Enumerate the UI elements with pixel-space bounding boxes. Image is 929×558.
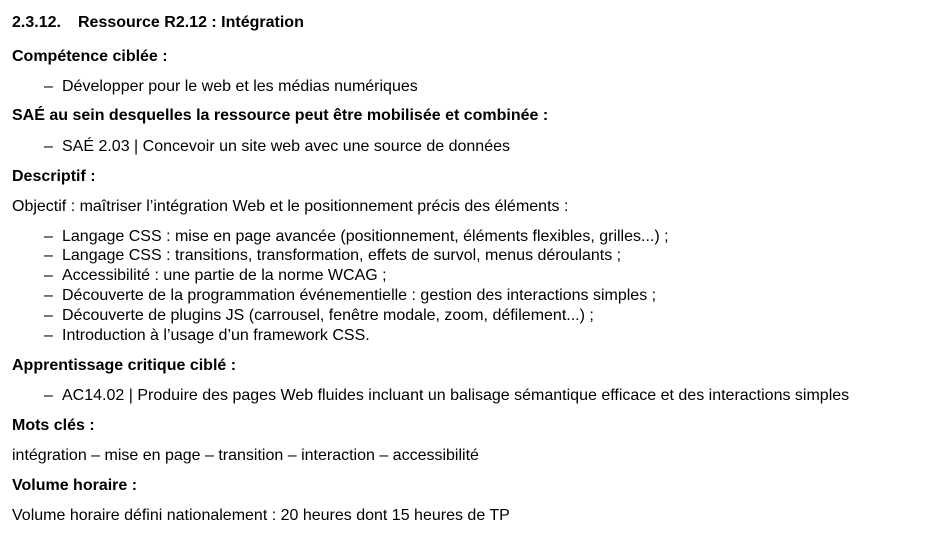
descriptif-item	[44, 306, 594, 326]
bullet-dash: –	[44, 287, 53, 304]
descriptif-label: Descriptif :	[12, 168, 96, 185]
bullet-dash: –	[44, 387, 53, 404]
bullet-dash: –	[44, 228, 53, 245]
section-title: Ressource R2.12 : Intégration	[78, 14, 304, 31]
bullet-dash: –	[44, 247, 53, 264]
section-heading	[12, 13, 304, 33]
descriptif-item	[44, 326, 370, 346]
bullet-dash: –	[44, 327, 53, 344]
competence-label: Compétence ciblée :	[12, 48, 168, 65]
sae-item	[44, 137, 510, 157]
apprentissage-item-text: AC14.02 | Produire des pages Web fluides incluant un balisage sémantique efficace et des interactions simples	[62, 387, 850, 404]
sae-label: SAÉ au sein desquelles la ressource peut être mobilisée et combinée :	[12, 107, 549, 124]
apprentissage-label: Apprentissage critique ciblé :	[12, 357, 237, 374]
descriptif-item-text: Langage CSS : mise en page avancée (positionnement, éléments flexibles, grilles...) ;	[62, 228, 669, 245]
mots-cles-label: Mots clés :	[12, 417, 95, 434]
bullet-dash: –	[44, 307, 53, 324]
volume-label: Volume horaire :	[12, 477, 138, 494]
descriptif-item-text: Accessibilité : une partie de la norme WCAG ;	[62, 267, 387, 284]
bullet-dash: –	[44, 267, 53, 284]
descriptif-item	[44, 227, 669, 247]
apprentissage-item	[44, 386, 849, 406]
descriptif-item-text: Découverte de plugins JS (carrousel, fenêtre modale, zoom, défilement...) ;	[62, 307, 594, 324]
descriptif-item	[44, 266, 387, 286]
competence-item-text: Développer pour le web et les médias numériques	[62, 78, 418, 95]
mots-cles-text: intégration – mise en page – transition – interaction – accessibilité	[12, 447, 479, 464]
descriptif-objective: Objectif : maîtriser l’intégration Web et le positionnement précis des éléments :	[12, 198, 569, 215]
section-number: 2.3.12.	[12, 14, 61, 31]
descriptif-item	[44, 246, 621, 266]
bullet-dash: –	[44, 78, 53, 95]
descriptif-item-text: Introduction à l’usage d’un framework CSS.	[62, 327, 370, 344]
bullet-dash: –	[44, 138, 53, 155]
competence-item	[44, 77, 418, 97]
sae-item-text: SAÉ 2.03 | Concevoir un site web avec une source de données	[62, 138, 510, 155]
descriptif-item-text: Langage CSS : transitions, transformation, effets de survol, menus déroulants ;	[62, 247, 622, 264]
volume-text: Volume horaire défini nationalement : 20 heures dont 15 heures de TP	[12, 507, 510, 524]
descriptif-item-text: Découverte de la programmation événementielle : gestion des interactions simples ;	[62, 287, 657, 304]
descriptif-item	[44, 286, 656, 306]
